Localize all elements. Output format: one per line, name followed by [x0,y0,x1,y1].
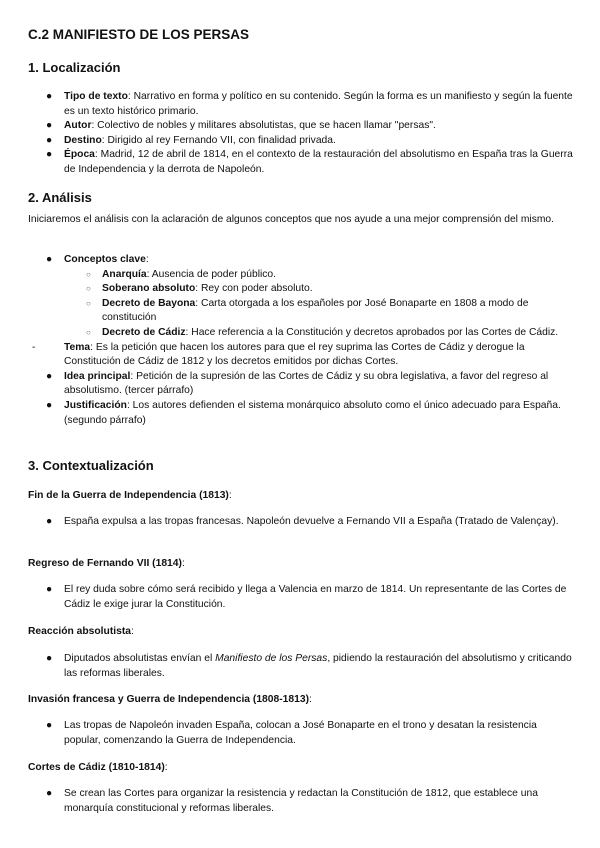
bullet-icon: ● [46,91,53,102]
bullet-icon: ● [46,149,53,161]
bullet-icon: ● [46,399,53,411]
bullet-icon: ● [46,254,53,265]
analisis-intro: Iniciaremos el análisis con la aclaración de algunos conceptos que nos ayude a una mejor comprensión del mismo. [28,214,555,225]
list-item: ● Autor: Colectivo de nobles y militares absolutistas, que se hacen llamar "persas". [28,119,573,134]
bullet-icon: ● [46,653,53,664]
circle-bullet-icon: ○ [86,269,91,279]
heading-analisis: 2. Análisis [28,190,92,205]
subheading: Cortes de Cádiz (1810-1814): [28,762,168,773]
subheading: Fin de la Guerra de Independencia (1813): [28,490,232,501]
bullet-icon: ● [46,370,53,382]
sub-list-item: ○ Decreto de Cádiz: Hace referencia a la Constitución y decretos aprobados por las Cortes de Cádiz. [28,326,573,341]
sub-list-item: ○ Anarquía: Ausencia de poder público. [28,268,573,283]
document-title: C.2 MANIFIESTO DE LOS PERSAS [28,27,250,42]
list-item-conceptos: ● Conceptos clave: [28,253,573,268]
subheading: Regreso de Fernando VII (1814): [28,558,185,569]
circle-bullet-icon: ○ [86,327,91,337]
dash-bullet-icon: - [32,341,36,353]
bullet-icon: ● [46,120,53,132]
bullet-icon: ● [46,516,53,527]
list-item: ● Justificación: Los autores defienden el sistema monárquico absoluto como el único adecuado para España. (segundo párrafo) [46,399,561,426]
list-item: ● Idea principal: Petición de la supresión de las Cortes de Cádiz y su obra legislativa, a favor del regreso al absolutismo. (tercer párrafo) [46,370,549,397]
list-item: ● El rey duda sobre cómo será recibido y llega a Valencia en marzo de 1814. Un representante de las Cortes de Cádiz le exige jurar la Constitución. [46,584,567,610]
list-item: - Tema: Es la petición que hacen los autores para que el rey suprima las Cortes de Cádiz y derogue la Constitución de Cádiz de 1812 y los decretos emitidos por dichas Cortes. [32,341,525,368]
list-item: ● Se crean las Cortes para organizar la resistencia y redactan la Constitución de 1812, que establece una monarquía constitucional y reformas liberales. [46,788,538,814]
sub-list-item: ○ Decreto de Bayona: Carta otorgada a los españoles por José Bonaparte en 1808 a modo de constitución [86,297,529,324]
localizacion-list [28,90,573,178]
circle-bullet-icon: ○ [86,298,91,308]
heading-contextualizacion: 3. Contextualización [28,458,154,473]
analisis-list [28,253,573,428]
sub-list-item: ○ Soberano absoluto: Rey con poder absoluto. [28,282,573,297]
list-item: ● Época: Madrid, 12 de abril de 1814, en el contexto de la restauración del absolutismo en España tras la Guerra de Independencia y la derrota de Napoleón. [46,149,573,175]
subheading: Invasión francesa y Guerra de Independencia (1808-1813): [28,694,312,705]
list-item: ● Las tropas de Napoleón invaden España, colocan a José Bonaparte en el trono y desatan la resistencia popular, comenzando la Guerra de Independencia. [46,720,537,746]
heading-localizacion: 1. Localización [28,60,121,75]
list-item: ● Destino: Dirigido al rey Fernando VII, con finalidad privada. [28,134,573,149]
bullet-icon: ● [46,134,53,146]
list-item: ● Diputados absolutistas envían el Manifiesto de los Persas, pidiendo la restauración del absolutismo y criticando las reformas liberales. [46,653,572,679]
list-item: ● Tipo de texto: Narrativo en forma y político en su contenido. Según la forma es un manifiesto y según la fuente es un texto histórico primario. [46,91,573,117]
bullet-icon: ● [46,788,53,799]
bullet-icon: ● [46,720,53,731]
bullet-icon: ● [46,584,53,595]
circle-bullet-icon: ○ [86,284,91,294]
list-item: ● España expulsa a las tropas francesas. Napoleón devuelve a Fernando VII a España (Tratado de Valençay). [28,515,573,530]
subheading: Reacción absolutista: [28,626,134,637]
